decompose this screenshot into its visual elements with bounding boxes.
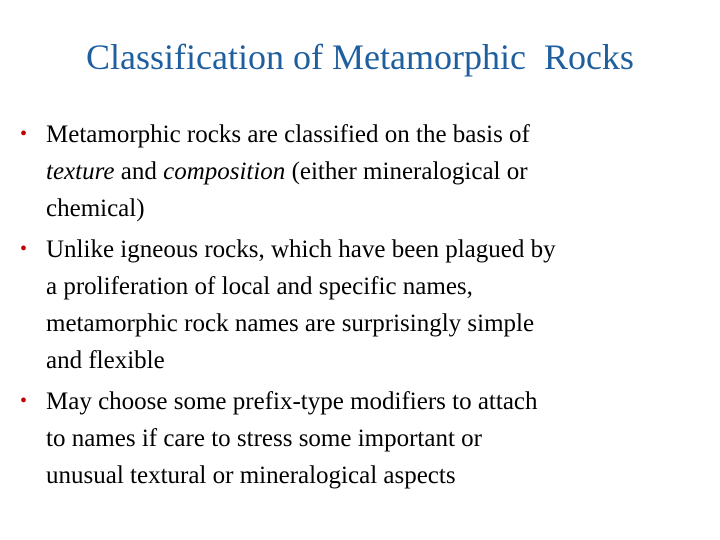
bullet-list	[20, 116, 710, 498]
bullet-text-line: unusual textural or mineralogical aspects	[46, 462, 456, 489]
emphasis-texture: texture	[46, 158, 115, 185]
bullet-text-line: a proliferation of local and specific names,	[46, 273, 473, 300]
bullet-text-line: Metamorphic rocks are classified on the basis of	[46, 121, 530, 148]
text-fragment: (either mineralogical or	[285, 158, 528, 185]
bullet-text-line: and flexible	[46, 347, 165, 374]
bullet-text-line: chemical)	[46, 195, 145, 222]
bullet-text-line: metamorphic rock names are surprisingly simple	[46, 310, 535, 337]
bullet-item-prefix-modifiers	[20, 383, 710, 494]
bullet-icon: •	[20, 238, 28, 260]
bullet-text-line: Unlike igneous rocks, which have been plagued by	[46, 236, 556, 263]
bullet-text-line: May choose some prefix-type modifiers to attach	[46, 388, 538, 415]
bullet-icon: •	[20, 123, 28, 145]
bullet-item-naming-simplicity	[20, 231, 710, 379]
bullet-text-line	[46, 153, 710, 190]
text-fragment: and	[114, 158, 164, 185]
bullet-text-line: to names if care to stress some important or	[46, 425, 482, 452]
bullet-item-classification-basis	[20, 116, 710, 227]
emphasis-composition: composition	[163, 158, 286, 185]
bullet-icon: •	[20, 390, 28, 412]
slide-title: Classification of Metamorphic Rocks	[86, 37, 634, 77]
